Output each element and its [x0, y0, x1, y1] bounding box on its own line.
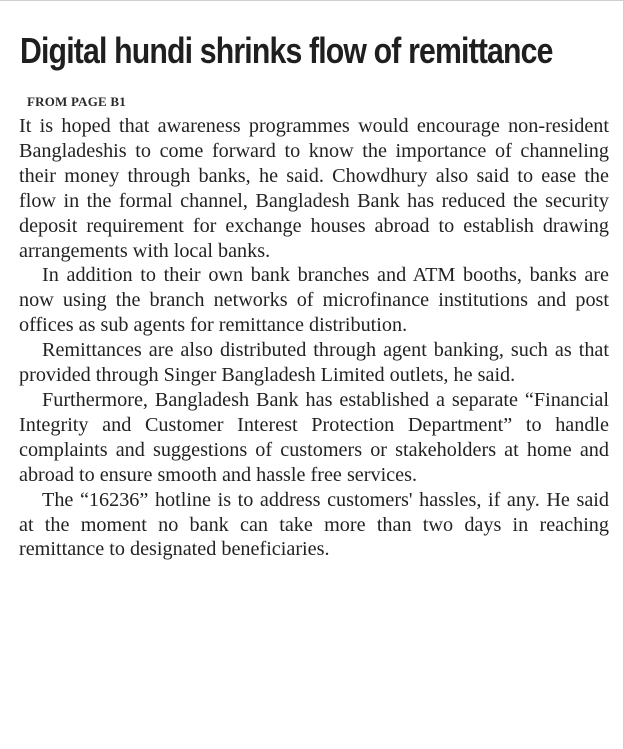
article-paragraph: Furthermore, Bangladesh Bank has established a separate “Financial Integrity and Customer Interest Protection Department” to handle complaints and suggestions of customers or stakeholders at home and abroad to ensure smooth and hassle free services.: [19, 388, 609, 486]
article-paragraph: It is hoped that awareness programmes would encourage non-resident Bangladeshis to come forward to know the importance of channeling their money through banks, he said. Chowdhury also said to ease the flow in the formal channel, Bangladesh Bank has reduced the security deposit requirement for exchange houses abroad to establish drawing arrangements with local banks.: [19, 115, 609, 262]
article-paragraph: The “16236” hotline is to address customers' hassles, if any. He said at the moment no bank can take more than two days in reaching remittance to designated beneficiaries.: [19, 488, 609, 561]
article-paragraph: Remittances are also distributed through agent banking, such as that provided through Singer Bangladesh Limited outlets, he said.: [19, 339, 609, 387]
jump-line: FROM PAGE B1: [27, 94, 126, 109]
article-body: [19, 114, 609, 562]
article-paragraph: In addition to their own bank branches and ATM booths, banks are now using the branch networks of microfinance institutions and post offices as sub agents for remittance distribution.: [19, 264, 609, 337]
article-headline: Digital hundi shrinks flow of remittance: [20, 30, 553, 71]
